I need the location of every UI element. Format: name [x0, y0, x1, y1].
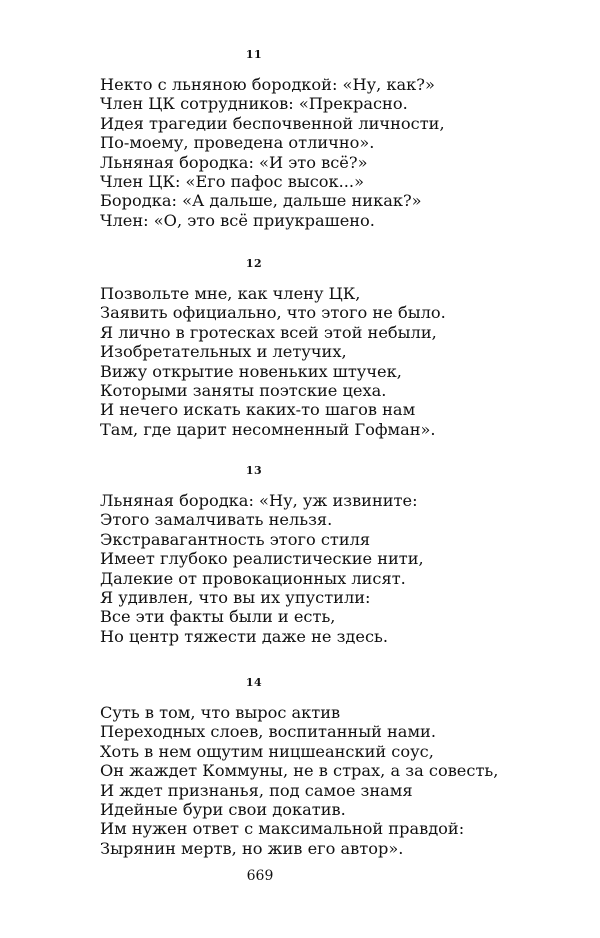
verse-line: Им нужен ответ с максимальной правдой: [100, 819, 465, 839]
verse-line: Член: «О, это всё приукрашено. [100, 210, 375, 230]
verse-line: Вижу открытие новеньких штучек, [100, 361, 402, 381]
verse-line: Переходных слоев, воспитанный нами. [100, 722, 436, 742]
verse-line: Которыми заняты поэтские цеха. [100, 381, 387, 401]
verse-line: Идея трагедии беспочвенной личности, [100, 113, 445, 133]
verse-line: Все эти факты были и есть, [100, 607, 336, 627]
verse-line: Позвольте мне, как члену ЦК, [100, 284, 361, 303]
verse-line: Он жаждет Коммуны, не в страх, а за совесть, [100, 761, 499, 781]
verse-line: И ждет признанья, под самое знамя [100, 780, 413, 800]
verse-line: Этого замалчивать нельзя. [100, 510, 333, 530]
verse-line: Изобретательных и летучих, [100, 342, 347, 362]
verse-line: Некто с льняною бородкой: «Ну, как?» [100, 75, 435, 94]
verse-line: Льняная бородка: «И это всё?» [100, 152, 368, 172]
verse-line: Экстравагантность этого стиля [100, 529, 371, 549]
verse-line: Зырянин мертв, но жив его автор». [100, 838, 404, 858]
verse-line: Заявить официально, что этого не было. [100, 303, 446, 323]
stanza [100, 491, 570, 646]
verse-line: Я удивлен, что вы их упустили: [100, 588, 371, 608]
stanza-number: 14 [245, 676, 263, 689]
stanza [100, 75, 570, 230]
verse-line: По-моему, проведена отлично». [100, 133, 375, 153]
verse-line: Имеет глубоко реалистические нити, [100, 549, 424, 569]
verse-line: Хоть в нем ощутим ницшеанский соус, [100, 741, 434, 761]
verse-line: И нечего искать каких-то шагов нам [100, 400, 416, 420]
verse-line: Член ЦК сотрудников: «Прекрасно. [100, 94, 408, 114]
verse-line: Член ЦК: «Его пафос высок...» [100, 172, 364, 192]
verse-line: Я лично в гротесках всей этой небыли, [100, 322, 437, 342]
stanza [100, 703, 570, 858]
stanza-number: 13 [245, 464, 263, 477]
stanza [100, 284, 570, 439]
verse-line: Но центр тяжести даже не здесь. [100, 626, 388, 646]
verse-line: Бородка: «А дальше, дальше никак?» [100, 191, 422, 211]
stanza-number: 12 [245, 257, 263, 270]
verse-line: Идейные бури свои докатив. [100, 800, 346, 820]
stanza-number: 11 [245, 48, 263, 61]
verse-line: Льняная бородка: «Ну, уж извините: [100, 491, 418, 510]
verse-line: Там, где царит несомненный Гофман». [100, 419, 436, 439]
verse-line: Далекие от провокационных лисят. [100, 568, 406, 588]
page-number: 669 [246, 868, 274, 884]
verse-line: Суть в том, что вырос актив [100, 703, 341, 722]
